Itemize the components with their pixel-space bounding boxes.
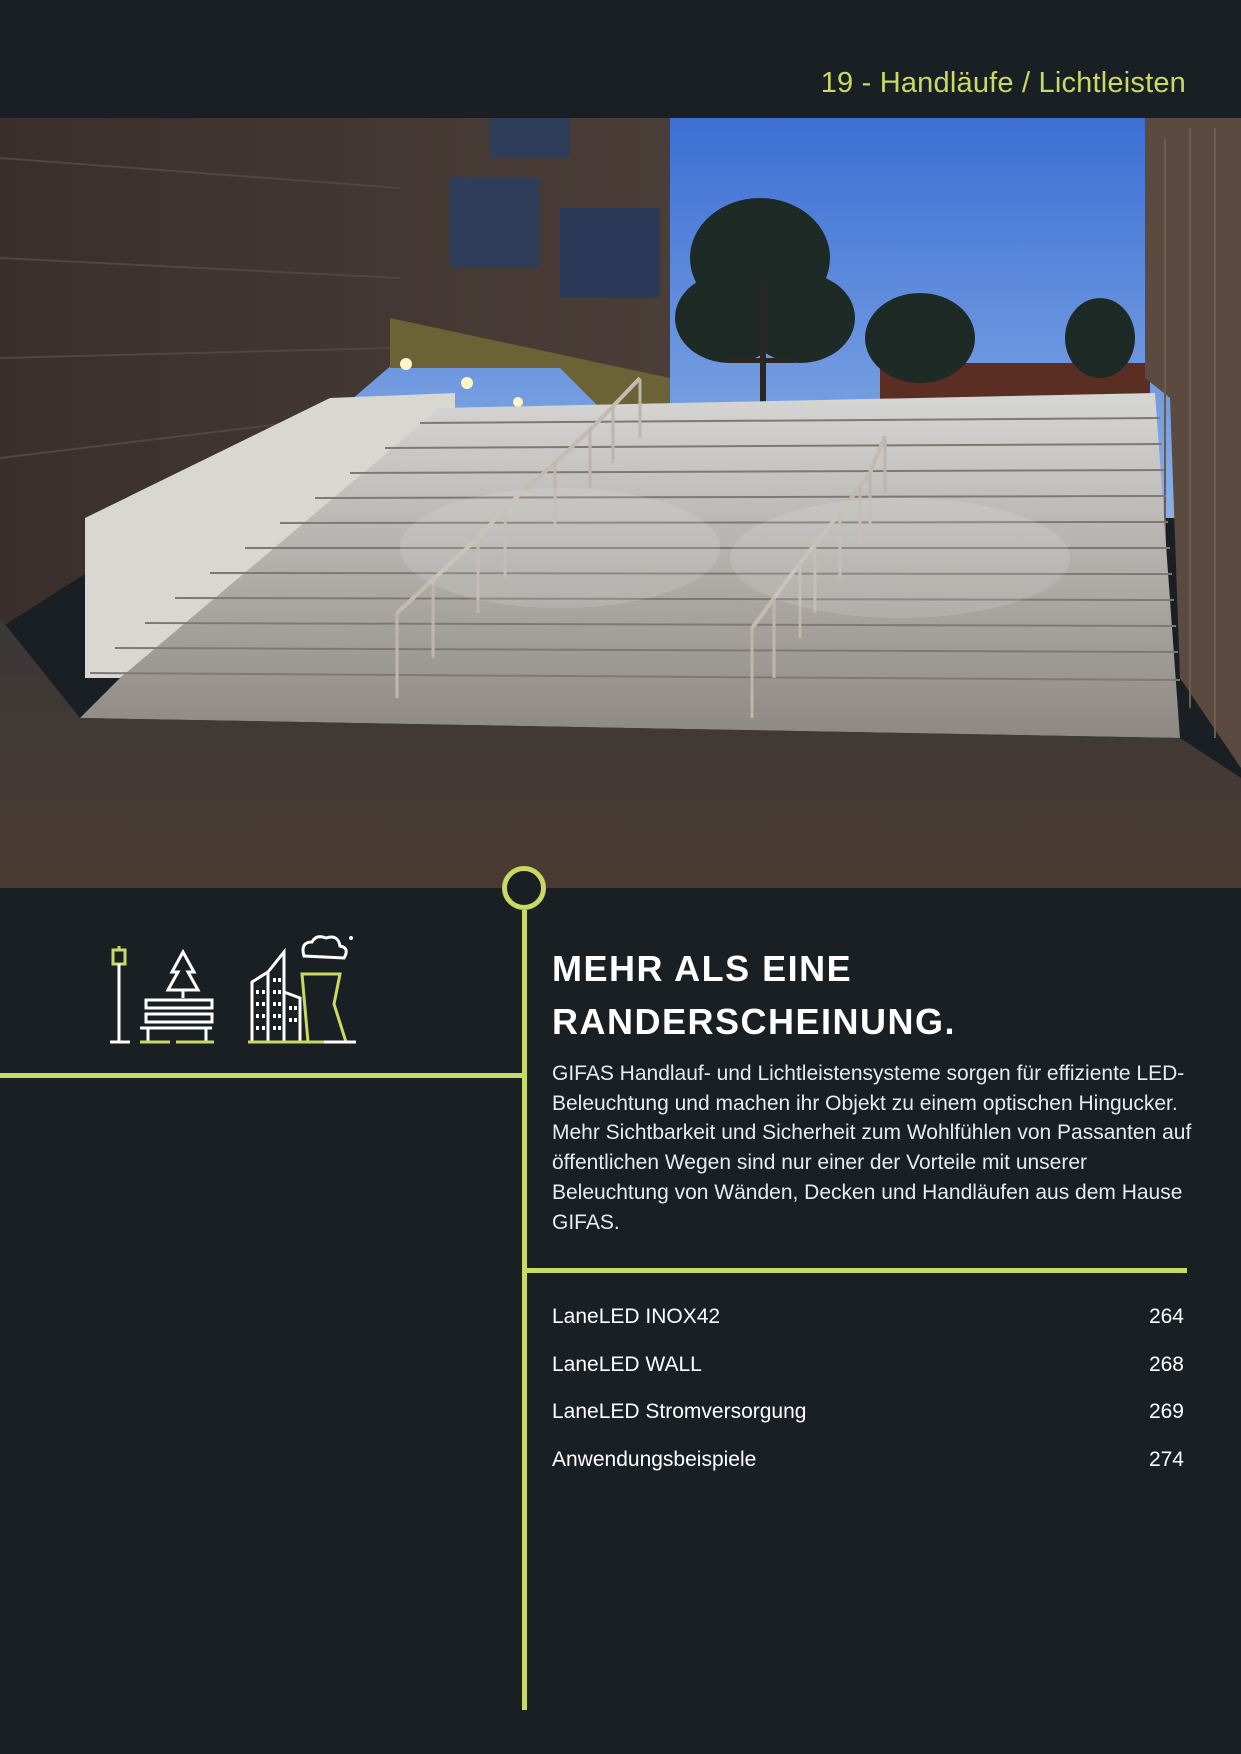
toc-entry[interactable]	[552, 1305, 1184, 1353]
toc-entry-label: LaneLED WALL	[552, 1352, 702, 1376]
divider-left	[0, 1073, 527, 1078]
toc-entry-label: Anwendungsbeispiele	[552, 1447, 757, 1471]
toc-entry-page: 268	[1148, 1352, 1184, 1376]
park-lamp-bench-icon	[110, 932, 215, 1051]
toc-entry-page: 264	[1148, 1305, 1184, 1328]
toc-entry[interactable]	[552, 1448, 1184, 1496]
toc-entry-page: 274	[1148, 1447, 1184, 1471]
toc-entry[interactable]	[552, 1353, 1184, 1401]
headline-line-1: MEHR ALS EINE	[552, 948, 853, 989]
divider-right	[527, 1268, 1187, 1273]
chapter-title: 19 - Handläufe / Lichtleisten	[820, 67, 1186, 99]
toc-entry-label: LaneLED Stromversorgung	[552, 1400, 807, 1423]
headline	[552, 942, 1192, 1048]
toc-entry-page: 269	[1148, 1400, 1184, 1423]
city-buildings-icon	[248, 932, 358, 1051]
toc-entry[interactable]	[552, 1400, 1184, 1448]
intro-paragraph: GIFAS Handlauf- und Lichtleistensysteme sorgen für effiziente LED-Beleuchtung und machen ihr Objekt zu einem optischen Hingucker. Mehr Sichtbarkeit und Sicherheit zum Wohlfühlen von Passanten auf öffentlichen Wegen sind nur einer der Vorteile mit unserer Beleuchtung von Wänden, Decken und Handläufen aus dem Hause GIFAS.	[552, 1062, 1192, 1234]
toc-entry-label: LaneLED INOX42	[552, 1305, 721, 1328]
headline-line-2: RANDERSCHEINUNG.	[552, 1001, 957, 1042]
timeline-line	[522, 910, 527, 1710]
table-of-contents	[552, 1305, 1184, 1495]
page-header	[0, 0, 1241, 118]
hero-photo	[0, 118, 1241, 888]
timeline-marker	[502, 866, 546, 910]
